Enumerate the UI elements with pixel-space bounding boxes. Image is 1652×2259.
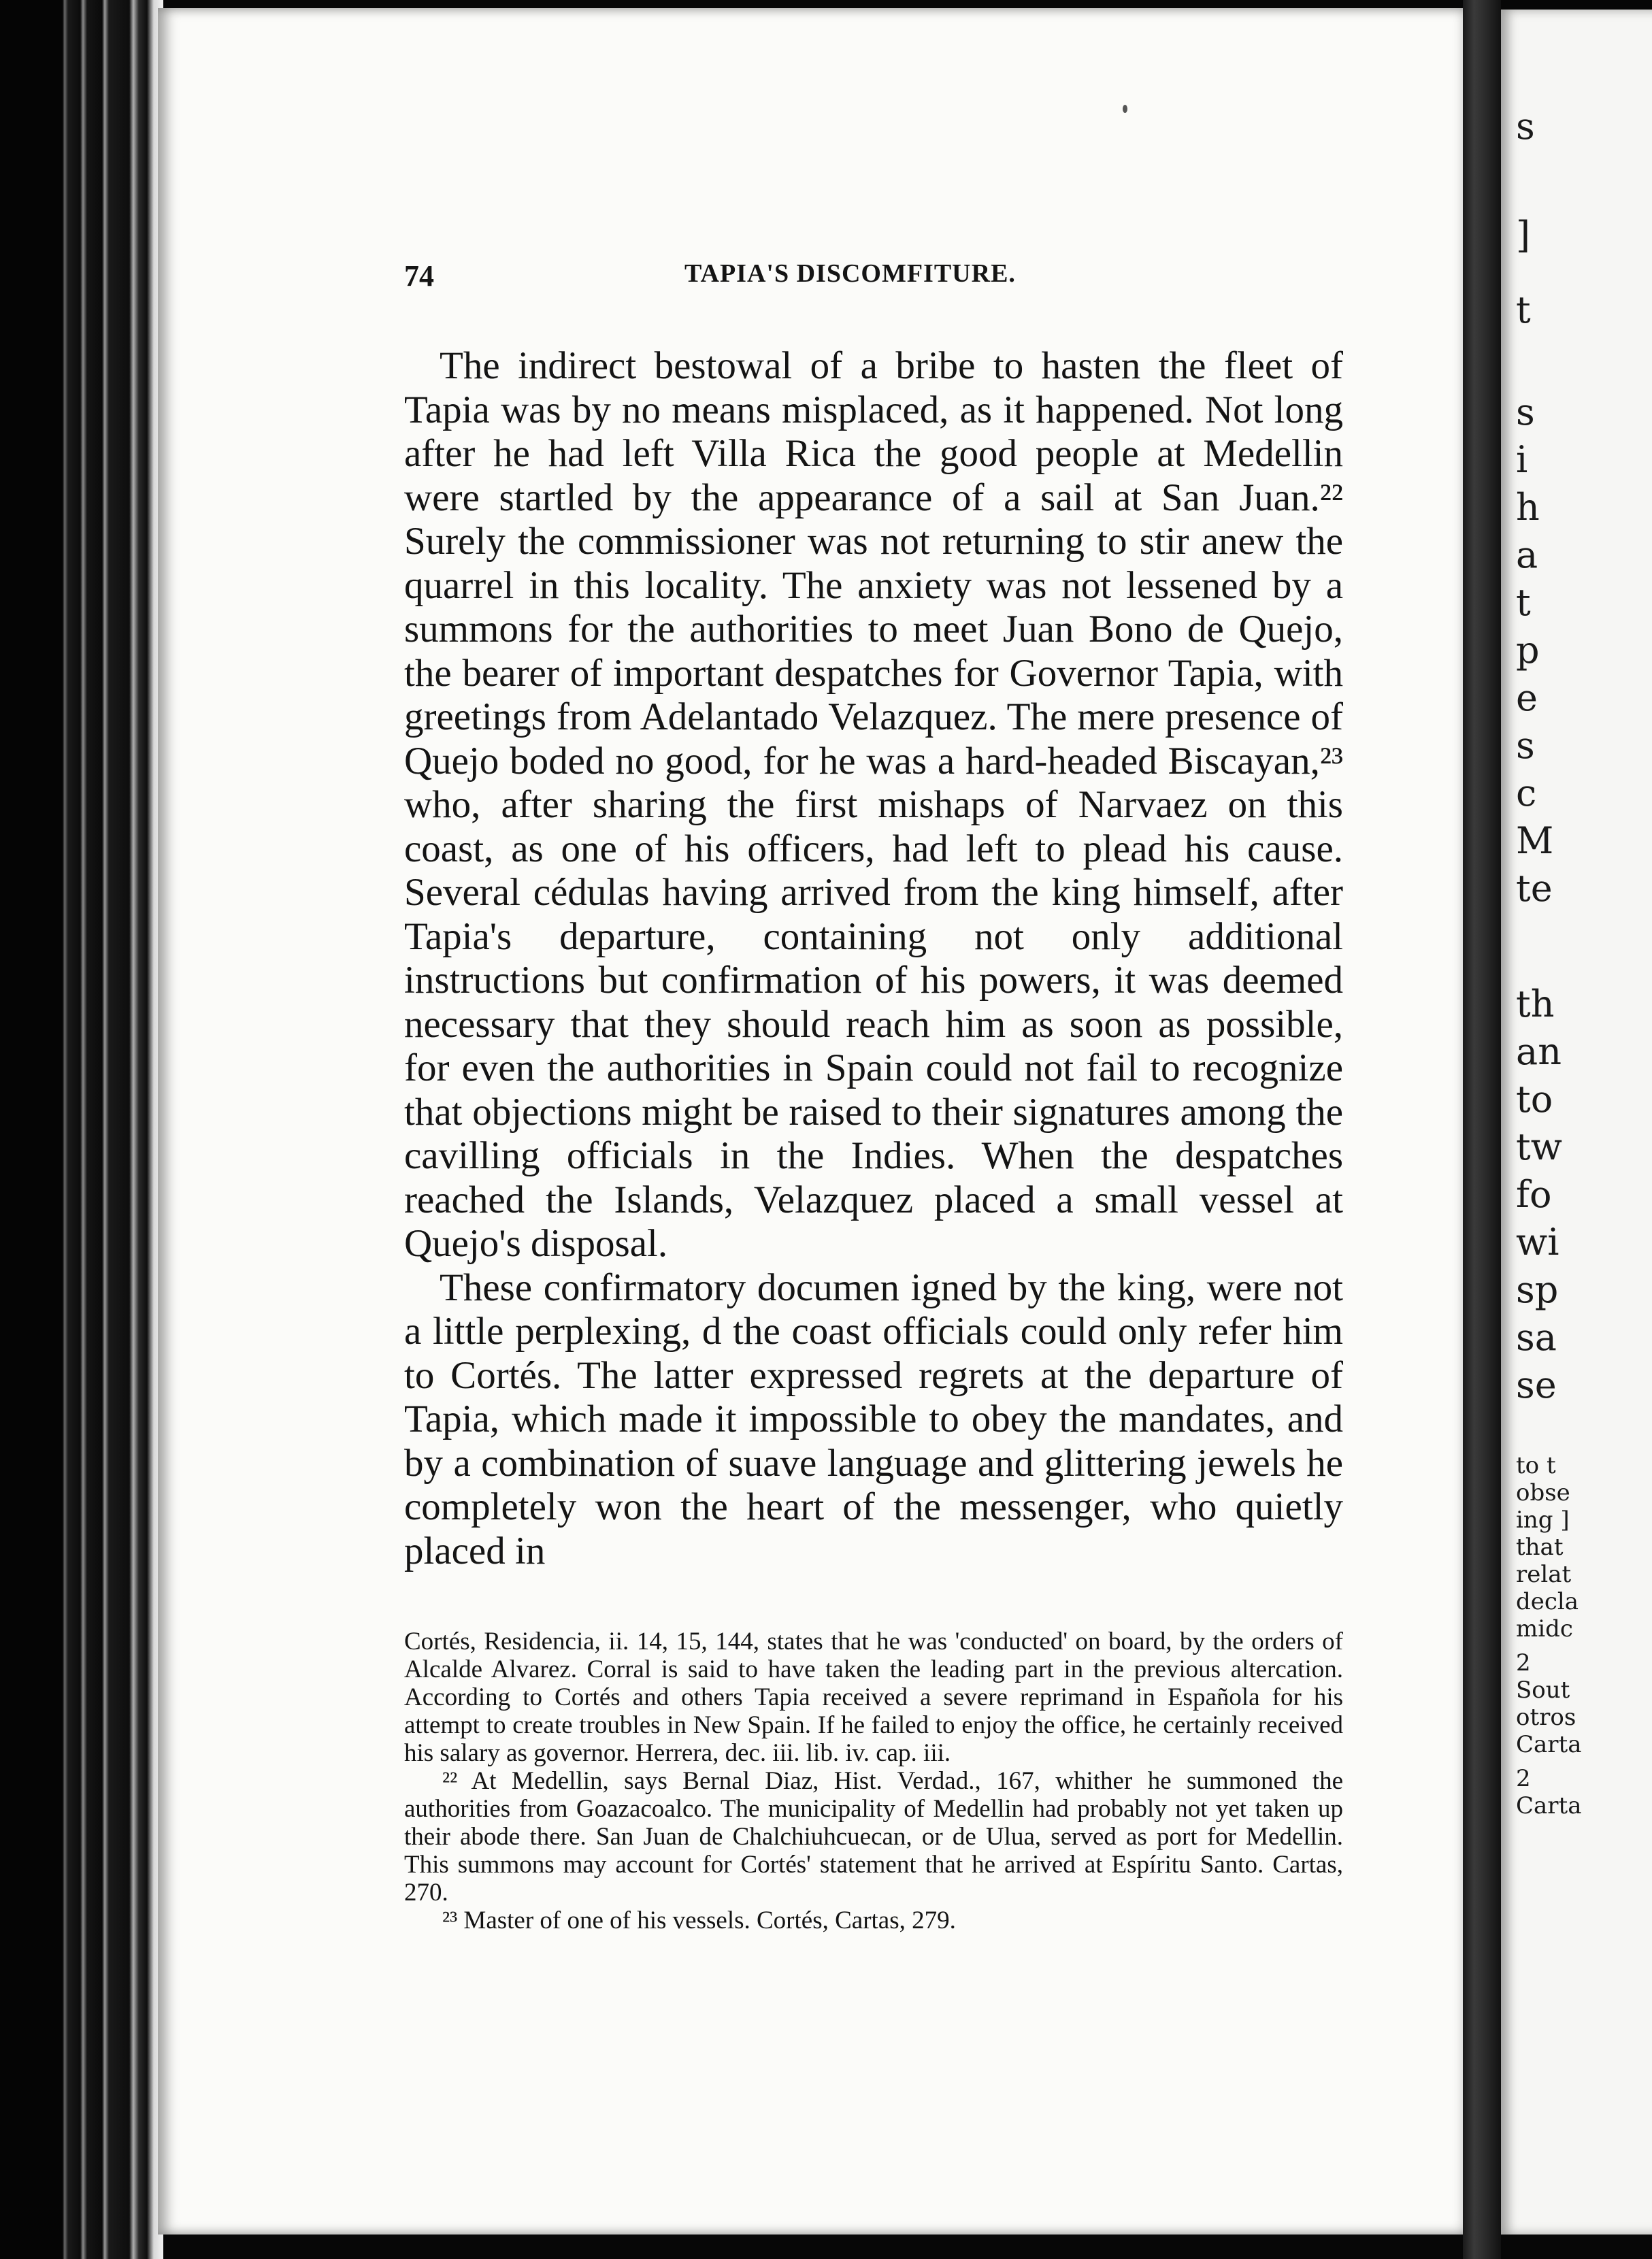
footnote-continued: Cortés, Residencia, ii. 14, 15, 144, states that he was 'conducted' on board, by the orders of Alcalde Alvarez. Corral is said to have taken the leading part in the previous altercation. According to Cortés and others Tapia received a severe reprimand in Española for his attempt to create troubles in New Spain. If he failed to enjoy the office, he certainly received his salary as governor. Herrera, dec. iii. lib. iv. cap. iii. — [404, 1628, 1343, 1767]
adjacent-page-note-fragment: decla — [1516, 1588, 1579, 1615]
book-binding-edge — [0, 0, 163, 2259]
speck-mark — [1123, 105, 1127, 113]
adjacent-page-note-fragment: 2 — [1516, 1649, 1531, 1677]
adjacent-page-text-fragment: t — [1516, 581, 1531, 624]
adjacent-page-note-fragment: Carta — [1516, 1731, 1582, 1758]
adjacent-page-text-fragment: sp — [1516, 1268, 1559, 1311]
adjacent-page-text-fragment: i — [1516, 438, 1528, 481]
adjacent-page-edge — [1501, 10, 1652, 2235]
adjacent-page-note-fragment: 2 — [1516, 1765, 1531, 1792]
adjacent-page-text-fragment: c — [1516, 772, 1537, 814]
page-number: 74 — [404, 259, 434, 293]
footnote-22: ²² At Medellin, says Bernal Diaz, Hist. Verdad., 167, whither he summoned the authorities from Goazacoalco. The municipality of Medellin had probably not yet taken up their abode there. San Juan de Chalchiuhcuecan, or de Ulua, served as port for Medellin. This summons may account for Cortés' statement that he arrived at Espíritu Santo. Cartas, 270. — [404, 1767, 1343, 1907]
adjacent-page-text-fragment: M — [1516, 819, 1554, 862]
adjacent-page-text-fragment: tw — [1516, 1125, 1562, 1168]
adjacent-page-note-fragment: that — [1516, 1534, 1564, 1561]
adjacent-page-text-fragment: h — [1516, 486, 1540, 529]
adjacent-page-text-fragment: p — [1516, 629, 1540, 672]
adjacent-page-text-fragment: to — [1516, 1078, 1553, 1121]
adjacent-page-text-fragment: a — [1516, 533, 1538, 576]
adjacent-page-note-fragment: ing ] — [1516, 1506, 1570, 1534]
adjacent-page-text-fragment: te — [1516, 867, 1553, 910]
adjacent-page-text-fragment: s — [1516, 105, 1535, 148]
adjacent-page-note-fragment: Sout — [1516, 1677, 1570, 1704]
page-content — [404, 259, 1343, 1934]
body-paragraph-2: These confirmatory documen igned by the king, were not a little perplexing, d the coast officials could only refer him to Cortés. The latter expressed regrets at the departure of Tapia, which made it impossible to obey the mandates, and by a combination of suave language and glittering jewels he completely won the heart of the messenger, who quietly placed in — [404, 1266, 1343, 1572]
adjacent-page-text-fragment: sa — [1516, 1316, 1557, 1359]
adjacent-page-text-fragment: s — [1516, 391, 1535, 433]
adjacent-page-text-fragment: wi — [1516, 1221, 1559, 1264]
adjacent-page-note-fragment: to t — [1516, 1452, 1556, 1479]
adjacent-page-note-fragment: midc — [1516, 1615, 1573, 1643]
adjacent-page-text-fragment: t — [1516, 288, 1531, 331]
adjacent-page-text-fragment: e — [1516, 676, 1538, 719]
running-head — [404, 259, 1343, 306]
body-text — [404, 344, 1343, 1573]
adjacent-page-text-fragment: ] — [1516, 214, 1531, 257]
page-gutter — [1463, 0, 1501, 2259]
adjacent-page-note-fragment: Carta — [1516, 1792, 1582, 1819]
footnotes — [404, 1628, 1343, 1934]
adjacent-page-note-fragment: relat — [1516, 1561, 1572, 1588]
body-paragraph-1: The indirect bestowal of a bribe to hasten the fleet of Tapia was by no means misplaced, as it happened. Not long after he had left Villa Rica the good people at Medellin were startled by the appearance of a sail at San Juan.²² Surely the commissioner was not returning to stir anew the quarrel in this locality. The anxiety was not lessened by a summons for the authorities to meet Juan Bono de Quejo, the bearer of important despatches for Governor Tapia, with greetings from Adelantado Velazquez. The mere presence of Quejo boded no good, for he was a hard-headed Biscayan,²³ who, after sharing the first mishaps of Narvaez on this coast, as one of his officers, had left to plead his cause. Several cédulas having arrived from the king himself, after Tapia's departure, containing not only additional instructions but confirmation of his powers, it was deemed necessary that they should reach him as soon as possible, for even the authorities in Spain could not fail to recognize that objections might be raised to their signatures among the cavilling officials in the Indies. When the despatches reached the Islands, Velazquez placed a small vessel at Quejo's disposal. — [404, 344, 1343, 1265]
adjacent-page-text-fragment: th — [1516, 983, 1555, 1025]
running-title: TAPIA'S DISCOMFITURE. — [684, 259, 1016, 288]
adjacent-page-note-fragment: obse — [1516, 1479, 1570, 1506]
adjacent-page-text-fragment: an — [1516, 1030, 1562, 1073]
adjacent-page-note-fragment: otros — [1516, 1704, 1576, 1731]
adjacent-page-text-fragment: s — [1516, 724, 1535, 767]
adjacent-page-text-fragment: fo — [1516, 1173, 1552, 1216]
footnote-23: ²³ Master of one of his vessels. Cortés, Cartas, 279. — [442, 1907, 956, 1934]
adjacent-page-text-fragment: se — [1516, 1364, 1557, 1406]
